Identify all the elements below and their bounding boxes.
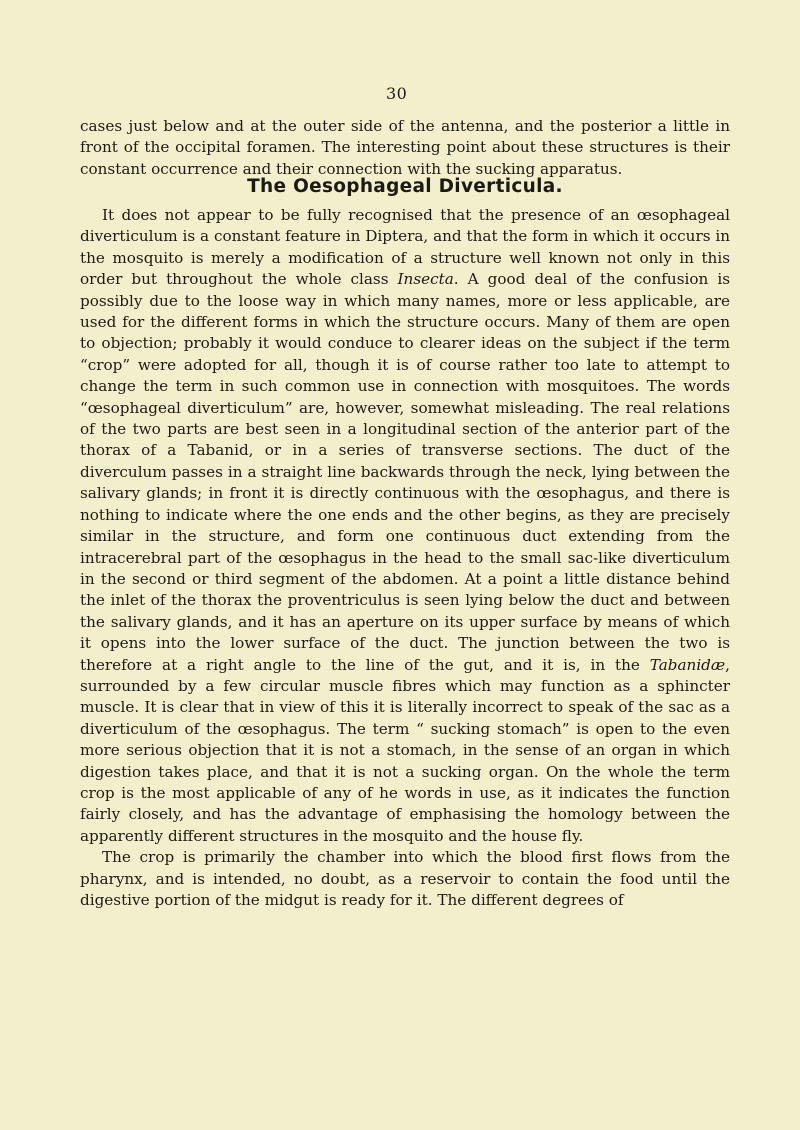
- paragraph-1-italic-tabanidae: Tabanidæ: [649, 655, 726, 674]
- paragraph-2: The crop is primarily the chamber into which the blood first flows from the pharynx, and is intended, no doubt, as a reservoir to contain the food until the digestive portion of the midgut is ready for it. The different degrees of: [80, 848, 730, 909]
- section-heading: The Oesophageal Diverticula.: [247, 176, 563, 197]
- paragraph-1-italic-insecta: Insecta: [397, 270, 454, 289]
- paragraph-1-part-a: It does not appear to be fully recognised that the presence of an œsophageal diverticulum is a constant feature in Diptera, and that the form in which it occurs in the mosquito is merely a modification of a structure well known not only in this order but throughout the whole class: [80, 206, 730, 289]
- paragraph-1-part-c: , surrounded by a few circular muscle fibres which may function as a sphincter muscle. It is clear that in view of this it is literally incorrect to speak of the sac as a diverticulum of the œsophagus. The term “ sucking stomach” is open to the even more serious objection that it is not a stomach, in the sense of an organ in which digestion takes place, and that it is not a sucking organ. On the whole the term crop is the most applicable of any of he words in use, as it indicates the function fairly closely, and has the advantage of emphasising the homology between the apparently different structures in the mosquito and the house fly.: [80, 655, 730, 845]
- paragraph-1: [80, 205, 730, 847]
- page-number: 30: [386, 84, 408, 103]
- main-text-block: [80, 205, 730, 911]
- intro-paragraph: cases just below and at the outer side of the antenna, and the posterior a little in front of the occipital foramen. The interesting point about these structures is their constant occurrence and their connection with the sucking apparatus.: [80, 117, 730, 178]
- paragraph-1-part-b: . A good deal of the confusion is possibly due to the loose way in which many names, more or less applicable, are used for the different forms in which the structure occurs. Many of them are open to objection; probably it would conduce to clearer ideas on the subject if the term “crop” were adopted for all, though it is of course rather too late to attempt to change the term in such common use in connection with mosquitoes. The words “œsophageal diverticulum” are, however, somewhat misleading. The real relations of the two parts are best seen in a longitudinal section of the anterior part of the thorax of a Tabanid, or in a series of transverse sections. The duct of the diverculum passes in a straight line backwards through the neck, lying between the salivary glands; in front it is directly continuous with the œsophagus, and there is nothing to indicate where the one ends and the other begins, as they are precisely similar in the structure, and form one continuous duct extending from the intracerebral part of the œsophagus in the head to the small sac-like diverticulum in the second or third segment of the abdomen. At a point a little distance behind the inlet of the thorax the proventriculus is seen lying below the duct and between the salivary glands, and it has an aperture on its upper surface by means of which it opens into the lower surface of the duct. The junction between the two is therefore at a right angle to the line of the gut, and it is, in the: [80, 270, 730, 674]
- intro-text-block: [80, 116, 730, 180]
